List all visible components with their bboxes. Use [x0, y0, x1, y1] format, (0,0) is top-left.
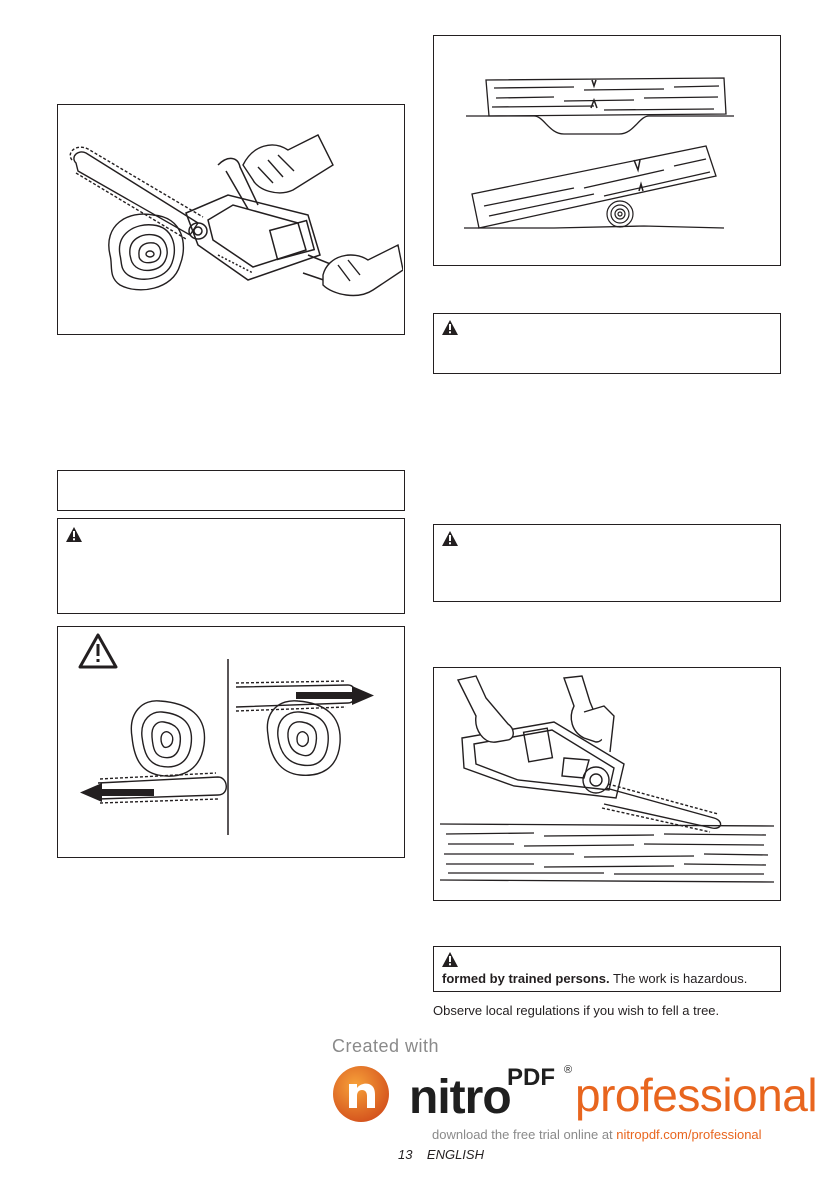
top-cut-illustration	[434, 668, 779, 899]
tree-felling-warning-bold: formed by trained persons.	[442, 971, 610, 986]
download-trial-line	[432, 1127, 762, 1142]
warning-triangle-icon	[442, 531, 458, 546]
warning-triangle-icon	[442, 320, 458, 335]
warning-triangle-icon	[442, 952, 458, 967]
caution-box-right-2	[433, 524, 781, 602]
arrow-left-icon	[80, 783, 154, 802]
tree-felling-warning-text	[442, 971, 747, 987]
brand-pdf: PDF	[507, 1064, 555, 1091]
upper-cut-markers	[591, 80, 597, 108]
page-footer: 13 ENGLISH	[398, 1147, 484, 1162]
brand-registered: ®	[564, 1064, 573, 1076]
figure-top-cut	[433, 667, 781, 901]
left-log-drawing	[131, 701, 204, 776]
tree-felling-warning-normal: The work is hazardous.	[609, 971, 748, 986]
brand-professional: professional	[575, 1069, 818, 1121]
brand-nitro: nitro	[409, 1071, 511, 1124]
chainsaw-log-illustration	[58, 105, 403, 333]
download-link[interactable]: nitropdf.com/professional	[616, 1127, 762, 1142]
log-support-illustration	[434, 36, 779, 264]
gloved-hands-drawing	[458, 676, 614, 752]
created-with-label: Created with	[332, 1036, 440, 1056]
caution-box-left	[57, 518, 405, 614]
warning-triangle-icon	[66, 527, 82, 542]
chain-direction-illustration	[58, 627, 403, 856]
chainsaw-bar-drawing	[70, 147, 203, 239]
caution-box-right-1	[433, 313, 781, 374]
tree-felling-warning-box	[433, 946, 781, 992]
download-prefix: download the free trial online at	[432, 1127, 617, 1142]
note-box	[57, 470, 405, 511]
support-log-end-drawing	[607, 201, 633, 227]
lower-log-drawing	[464, 146, 724, 228]
left-bar-drawing	[98, 773, 226, 803]
figure-log-support-cuts	[433, 35, 781, 266]
nitro-logo-icon	[331, 1064, 391, 1124]
warning-outline-icon	[80, 635, 116, 667]
long-log-drawing	[440, 824, 774, 882]
figure-chainsaw-log-cut	[57, 104, 405, 335]
gloved-hands-drawing	[243, 135, 403, 295]
regulations-text: Observe local regulations if you wish to fell a tree.	[433, 1003, 720, 1018]
figure-chain-direction	[57, 626, 405, 858]
right-log-drawing	[267, 701, 340, 776]
upper-log-drawing	[466, 78, 734, 134]
